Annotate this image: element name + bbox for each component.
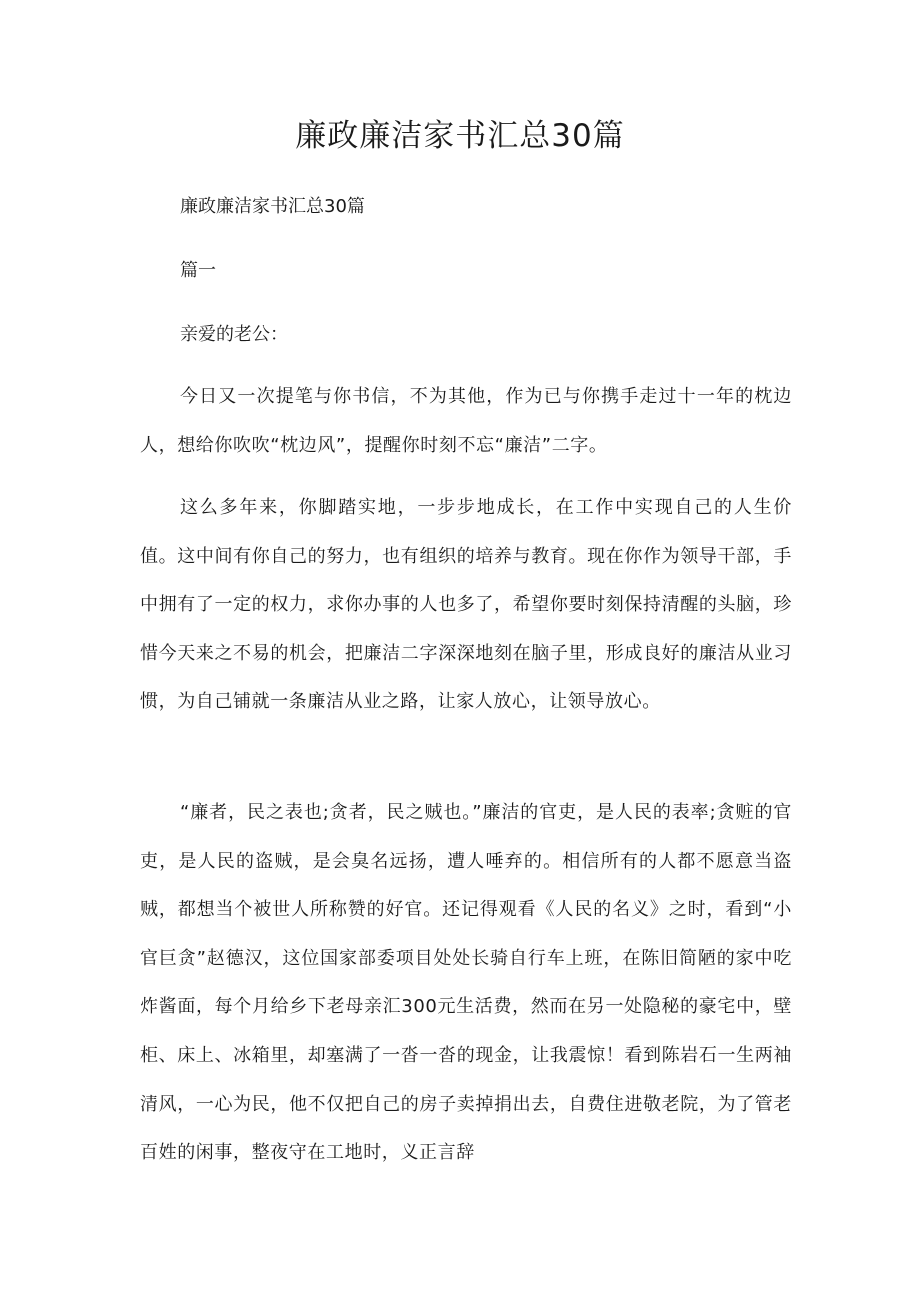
body-paragraph-1: 今日又一次提笔与你书信，不为其他，作为已与你携手走过十一年的枕边人，想给你吹吹“枕边风”，提醒你时刻不忘“廉洁”二字。 [140, 386, 792, 456]
document-title: 廉政廉洁家书汇总30篇 [295, 118, 625, 154]
body-paragraph-2: 这么多年来，你脚踏实地，一步步地成长，在工作中实现自己的人生价值。这中间有你自己的努力，也有组织的培养与教育。现在你作为领导干部，手中拥有了一定的权力，求你办事的人也多了，希望你要时刻保持清醒的头脑，珍惜今天来之不易的机会，把廉洁二字深深地刻在脑子里，形成良好的廉洁从业习惯，为自己铺就一条廉洁从业之路，让家人放心，让领导放心。 [140, 497, 792, 713]
body-paragraph-3: “廉者，民之表也;贪者，民之贼也。”廉洁的官吏，是人民的表率;贪赃的官吏，是人民的盗贼，是会臭名远扬，遭人唾弃的。相信所有的人都不愿意当盗贼，都想当个被世人所称赞的好官。还记得观看《人民的名义》之时，看到“小官巨贪”赵德汉，这位国家部委项目处处长骑自行车上班，在陈旧简陋的家中吃炸酱面，每个月给乡下老母亲汇300元生活费，然而在另一处隐秘的豪宅中，壁柜、床上、冰箱里，却塞满了一沓一沓的现金，让我震惊！看到陈岩石一生两袖清风，一心为民，他不仅把自己的房子卖掉捐出去，自费住进敬老院，为了管老百姓的闲事，整夜守在工地时，义正言辞 [140, 802, 792, 1164]
document-subtitle: 廉政廉洁家书汇总30篇 [180, 196, 365, 217]
letter-salutation: 亲爱的老公： [180, 324, 288, 345]
section-heading: 篇一 [180, 260, 216, 281]
